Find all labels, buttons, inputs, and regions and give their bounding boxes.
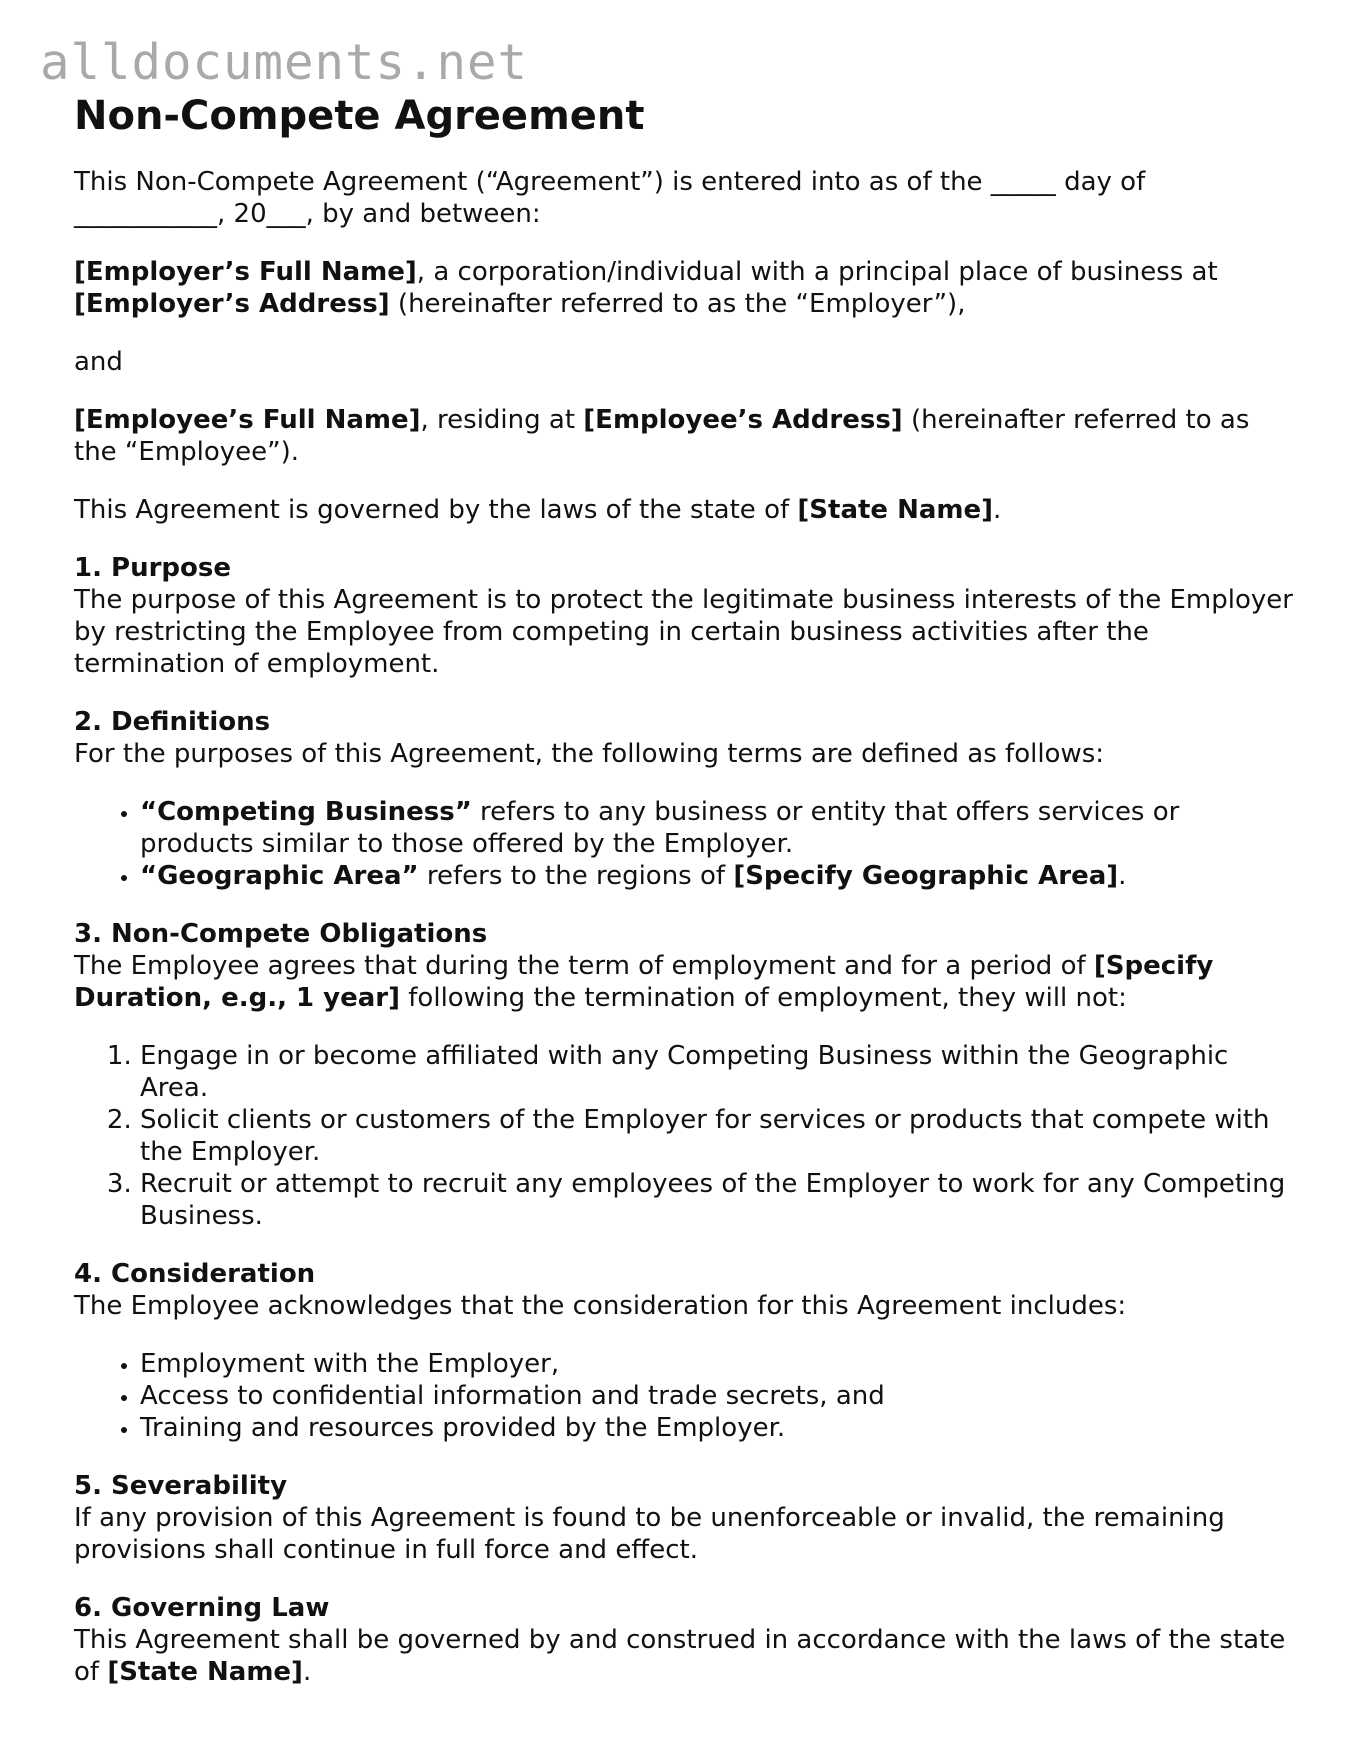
intro-paragraph	[74, 166, 1294, 230]
employer-name-placeholder: [Employer’s Full Name]	[74, 257, 417, 287]
employer-paragraph	[74, 256, 1294, 320]
definition-text: refers to any business or entity that offers services or products similar to those offered by the Employer.	[140, 797, 1180, 859]
section-consideration	[74, 1258, 1294, 1444]
section-body: The purpose of this Agreement is to protect the legitimate business interests of the Employer by restricting the Employee from competing in certain business activities after the termination of employment.	[74, 585, 1293, 679]
section-governing-law	[74, 1592, 1294, 1688]
section-obligations	[74, 918, 1294, 1232]
governed-text: This Agreement is governed by the laws of the state of	[74, 495, 798, 525]
section-title: 2. Definitions	[74, 707, 271, 737]
employer-text-2: (hereinafter referred to as the “Employer”),	[389, 289, 966, 319]
section-body	[74, 1624, 1294, 1688]
list-item	[140, 796, 1294, 860]
list-item: • Access to confidential information and trade secrets, and	[140, 1380, 1294, 1412]
consideration-list	[74, 1348, 1294, 1444]
definition-end: .	[1118, 861, 1127, 891]
employee-address-placeholder: [Employee’s Address]	[583, 405, 903, 435]
section-body: The Employee acknowledges that the consideration for this Agreement includes:	[74, 1291, 1127, 1321]
document-page	[74, 92, 1294, 1714]
list-item: 3. Recruit or attempt to recruit any employees of the Employer to work for any Competing Business.	[140, 1168, 1294, 1232]
section-title: 4. Consideration	[74, 1259, 316, 1289]
section-definitions	[74, 706, 1294, 892]
list-item: • Training and resources provided by the Employer.	[140, 1412, 1294, 1444]
definition-term: “Competing Business”	[140, 797, 472, 827]
list-item: 1. Engage in or become affiliated with any Competing Business within the Geographic Area.	[140, 1040, 1294, 1104]
duration-placeholder: [Specify Duration, e.g., 1 year]	[74, 951, 1214, 1013]
document-title: Non-Compete Agreement	[74, 93, 645, 139]
list-item: • Employment with the Employer,	[140, 1348, 1294, 1380]
section-title: 1. Purpose	[74, 553, 231, 583]
definition-text: refers to the regions of	[418, 861, 734, 891]
state-placeholder: [State Name]	[797, 495, 994, 525]
state-placeholder: [State Name]	[107, 1657, 303, 1687]
definitions-list	[74, 796, 1294, 892]
governing-law-end: .	[302, 1657, 312, 1687]
list-item: 2. Solicit clients or customers of the Employer for services or products that compete with the Employer.	[140, 1104, 1294, 1168]
watermark-logo: alldocuments.net	[40, 34, 529, 91]
section-title: 3. Non-Compete Obligations	[74, 919, 488, 949]
section-body: If any provision of this Agreement is found to be unenforceable or invalid, the remaining provisions shall continue in full force and effect.	[74, 1503, 1225, 1565]
obligations-list	[74, 1040, 1294, 1232]
employer-address-placeholder: [Employer’s Address]	[74, 289, 390, 319]
definition-term: “Geographic Area”	[140, 861, 419, 891]
section-purpose	[74, 552, 1294, 680]
employee-text-1: , residing at	[420, 405, 584, 435]
governing-law-text: This Agreement shall be governed by and construed in accordance with the laws of the state of	[74, 1625, 1286, 1687]
section-body	[74, 950, 1294, 1014]
governed-paragraph	[74, 494, 1294, 526]
governed-end: .	[993, 495, 1002, 525]
and-paragraph: and	[74, 347, 123, 377]
section-title: 5. Severability	[74, 1471, 288, 1501]
section-body: For the purposes of this Agreement, the following terms are defined as follows:	[74, 739, 1105, 769]
intro-text: This Non-Compete Agreement (“Agreement”) is entered into as of the _____ day of ___________, 20___, by and between:	[74, 167, 1146, 229]
obligations-text-2: following the termination of employment, they will not:	[400, 983, 1127, 1013]
section-severability	[74, 1470, 1294, 1566]
geographic-area-placeholder: [Specify Geographic Area]	[733, 861, 1119, 891]
section-title: 6. Governing Law	[74, 1593, 330, 1623]
employee-paragraph	[74, 404, 1294, 468]
employer-text-1: , a corporation/individual with a principal place of business at	[416, 257, 1218, 287]
employee-text-2: (hereinafter referred to as the “Employee”).	[74, 405, 1250, 467]
list-item	[140, 860, 1294, 892]
obligations-text-1: The Employee agrees that during the term of employment and for a period of	[74, 951, 1094, 981]
employee-name-placeholder: [Employee’s Full Name]	[74, 405, 421, 435]
